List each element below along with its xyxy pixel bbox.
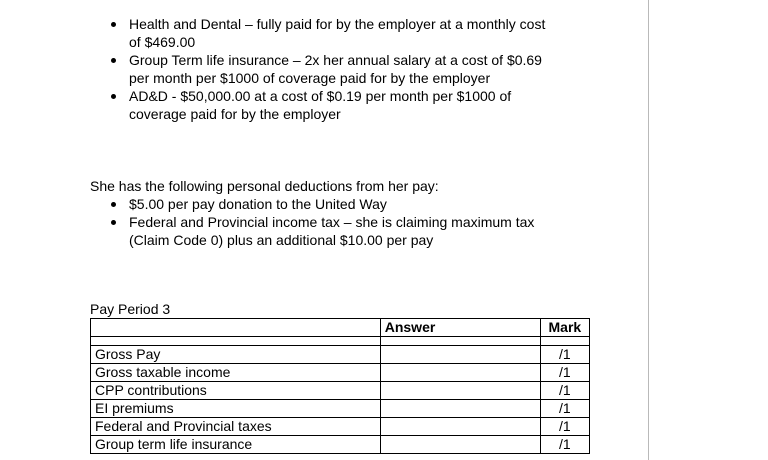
row-label: Gross Pay [91,346,381,364]
table-row [91,436,590,454]
answer-cell[interactable] [380,418,540,436]
deductions-list [129,195,554,249]
answer-cell[interactable] [380,364,540,382]
list-item: Federal and Provincial income tax – she is claiming maximum tax (Claim Code 0) plus an additional $10.00 per pay [129,213,554,249]
table-row [91,418,590,436]
row-label: Federal and Provincial taxes [91,418,381,436]
deductions-intro: She has the following personal deductions from her pay: [90,178,439,194]
list-item: Group Term life insurance – 2x her annual salary at a cost of $0.69 per month per $1000 of coverage paid for by the employer [129,51,554,87]
list-item: Health and Dental – fully paid for by the employer at a monthly cost of $469.00 [129,15,554,51]
mark-cell: /1 [540,346,589,364]
table-row [91,382,590,400]
mark-cell: /1 [540,436,589,454]
list-item: AD&D - $50,000.00 at a cost of $0.19 per month per $1000 of coverage paid for by the employer [129,87,554,123]
mark-cell: /1 [540,382,589,400]
mark-cell: /1 [540,364,589,382]
row-label: Group term life insurance [91,436,381,454]
benefits-list [129,15,554,123]
row-label: Gross taxable income [91,364,381,382]
table-row [91,400,590,418]
header-mark: Mark [540,319,589,337]
answer-cell[interactable] [380,382,540,400]
list-item: $5.00 per pay donation to the United Way [129,195,554,213]
page-edge [648,0,649,460]
answer-cell[interactable] [380,346,540,364]
row-label: EI premiums [91,400,381,418]
mark-cell: /1 [540,400,589,418]
answer-cell[interactable] [380,400,540,418]
pay-period-title: Pay Period 3 [90,301,171,317]
table-row [91,364,590,382]
spacer-row [91,337,590,346]
table-row [91,346,590,364]
table-header-row [91,319,590,337]
mark-cell: /1 [540,418,589,436]
header-answer: Answer [380,319,540,337]
row-label: CPP contributions [91,382,381,400]
pay-period-table [90,318,590,454]
answer-cell[interactable] [380,436,540,454]
header-label [91,319,381,337]
